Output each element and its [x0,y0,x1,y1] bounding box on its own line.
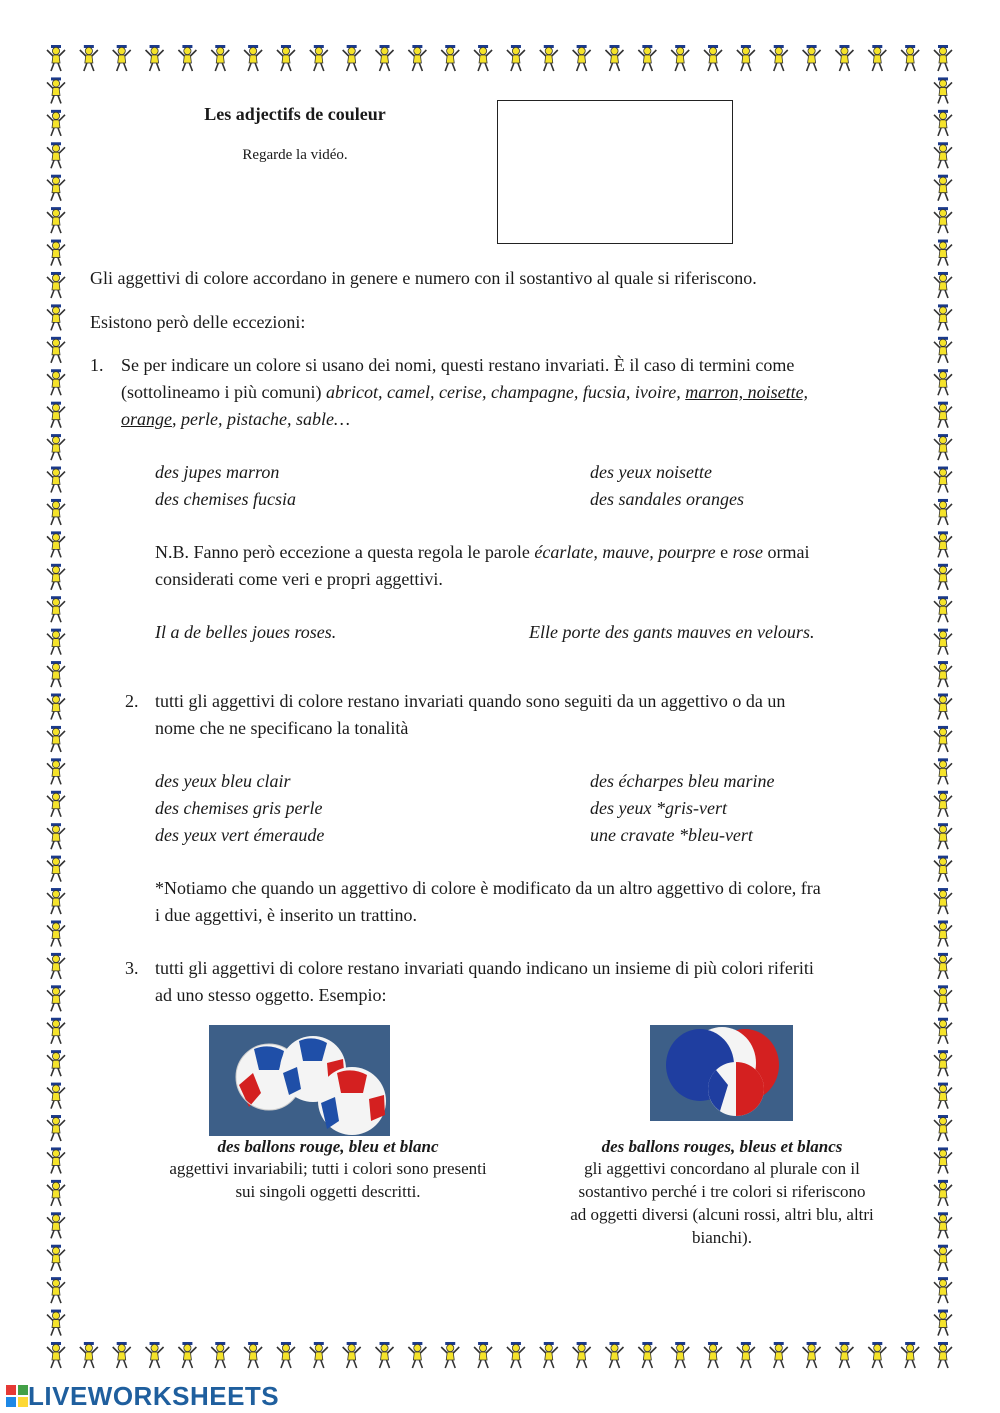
example-item: des chemises fucsia [155,489,296,509]
logo-icon [6,1385,28,1407]
border-figure-icon [507,45,525,71]
border-figure-icon [605,45,623,71]
border-figure-icon [934,564,952,590]
left-caption: des ballons rouge, bleu et blanc aggettivi invariabili; tutti i colori sono presenti sui singoli oggetti descritti. [130,1137,526,1203]
border-figure-icon [47,758,65,784]
nb-example-left: Il a de belles joues roses. [155,622,337,642]
border-figure-icon [47,272,65,298]
rule-1-nb: N.B. Fanno però eccezione a questa regola le parole écarlate, mauve, pourpre e rose ormai considerati come veri e propri aggettivi. [155,542,810,589]
border-figure-icon [934,629,952,655]
border-figure-icon [934,272,952,298]
border-figure-icon [934,1115,952,1141]
border-figure-icon [934,1147,952,1173]
border-figure-icon [770,1342,788,1368]
border-figure-icon [934,1342,952,1368]
border-figure-icon [934,920,952,946]
border-figure-icon [934,434,952,460]
border-figure-icon [47,888,65,914]
border-figure-icon [638,1342,656,1368]
border-figure-icon [47,661,65,687]
border-figure-icon [835,45,853,71]
border-figure-icon [934,1050,952,1076]
logo-text: LIVEWORKSHEETS [28,1380,280,1411]
border-figure-icon [47,564,65,590]
border-figure-icon [146,1342,164,1368]
border-figure-icon [47,1147,65,1173]
rule-1-number: 1. [90,355,104,375]
border-figure-icon [934,791,952,817]
rule-2-text: tutti gli aggettivi di colore restano invariati quando sono seguiti da un aggettivo o da un nome che ne specificano la tonalità [155,691,786,738]
border-figure-icon [770,45,788,71]
rule-1-line-3: orange, perle, pistache, sable… [121,409,350,429]
example-item: des chemises gris perle [155,798,323,818]
border-figure-icon [934,661,952,687]
balloon-icon [708,1062,764,1116]
border-figure-icon [507,1342,525,1368]
border-figure-icon [47,920,65,946]
border-figure-icon [934,1310,952,1336]
border-figure-icon [934,856,952,882]
border-figure-icon [934,45,952,71]
border-figure-icon [47,856,65,882]
border-figure-icon [573,45,591,71]
border-figure-icon [573,1342,591,1368]
border-figure-icon [178,1342,196,1368]
border-figure-icon [244,45,262,71]
border-figure-icon [737,45,755,71]
border-figure-icon [47,953,65,979]
border-figure-icon [47,45,65,71]
border-figure-icon [934,175,952,201]
border-figure-icon [47,726,65,752]
border-figure-icon [80,45,98,71]
rule-2-examples-right [590,768,774,849]
border-figure-icon [47,337,65,363]
border-figure-icon [803,45,821,71]
right-caption-title: des ballons rouges, bleus et blancs [601,1137,843,1156]
page-subtitle: Regarde la vidéo. [242,147,348,163]
border-figure-icon [934,726,952,752]
border-figure-icon [47,240,65,266]
border-figure-icon [47,142,65,168]
border-figure-icon [934,1018,952,1044]
right-caption: des ballons rouges, bleus et blancs gli aggettivi concordano al plurale con il sostantivo perché i tre colori si riferiscono ad oggetti diversi (alcuni rossi, altri blu, altri bianchi). [532,1137,912,1249]
example-item: des yeux *gris-vert [590,798,727,818]
border-figure-icon [474,1342,492,1368]
border-figure-icon [671,1342,689,1368]
border-figure-icon [47,629,65,655]
border-figure-icon [277,1342,295,1368]
border-figure-icon [934,823,952,849]
border-figure-icon [47,823,65,849]
border-figure-icon [868,1342,886,1368]
border-figure-icon [47,110,65,136]
border-figure-icon [47,467,65,493]
border-figure-icon [277,45,295,71]
border-figure-icon [737,1342,755,1368]
rule-1-examples-left [155,459,296,513]
border-figure-icon [47,1277,65,1303]
border-figure-icon [934,499,952,525]
border-figure-icon [540,1342,558,1368]
border-figure-icon [934,142,952,168]
border-figure-icon [146,45,164,71]
border-figure-icon [540,45,558,71]
soccer-ball-icon [318,1067,386,1135]
example-item: des sandales oranges [590,489,744,509]
border-figure-icon [47,304,65,330]
rule-1-line-1: Se per indicare un colore si usano dei nomi, questi restano invariati. È il caso di termini come [121,355,795,375]
rule-2-note: *Notiamo che quando un aggettivo di colore è modificato da un altro aggettivo di colore, fra i due aggettivi, è inserito un trattino. [155,878,821,925]
border-figure-icon [934,531,952,557]
border-figure-icon [47,596,65,622]
border-figure-icon [934,1212,952,1238]
border-figure-icon [47,1212,65,1238]
border-figure-icon [835,1342,853,1368]
border-figure-icon [343,45,361,71]
border-figure-icon [934,1180,952,1206]
page-title: Les adjectifs de couleur [204,104,386,124]
border-figure-icon [934,467,952,493]
border-figure-icon [934,1083,952,1109]
border-figure-icon [47,499,65,525]
border-figure-icon [376,45,394,71]
left-caption-title: des ballons rouge, bleu et blanc [217,1137,439,1156]
border-figure-icon [934,1245,952,1271]
border-figure-icon [934,337,952,363]
rule-3-text: tutti gli aggettivi di colore restano invariati quando indicano un insieme di più colori riferiti ad uno stesso oggetto. Esempio: [155,958,814,1005]
intro-line-2: Esistono però delle eccezioni: [90,312,306,332]
example-item: des écharpes bleu marine [590,771,775,791]
border-figure-icon [47,1245,65,1271]
border-figure-icon [934,304,952,330]
border-figure-icon [934,953,952,979]
border-figure-icon [47,1083,65,1109]
border-figure-icon [934,77,952,103]
border-figure-icon [244,1342,262,1368]
border-figure-icon [934,596,952,622]
border-figure-icon [47,791,65,817]
border-figure-icon [47,369,65,395]
border-figure-icon [47,1115,65,1141]
border-figure-icon [671,45,689,71]
border-figure-icon [704,1342,722,1368]
liveworksheets-logo[interactable] [6,1381,279,1411]
border-figure-icon [474,45,492,71]
border-figure-icon [934,694,952,720]
border-figure-icon [868,45,886,71]
border-figure-icon [178,45,196,71]
border-figure-icon [113,1342,131,1368]
border-figure-icon [934,402,952,428]
border-figure-icon [638,45,656,71]
border-figure-icon [211,45,229,71]
border-figure-icon [47,434,65,460]
example-item: des yeux bleu clair [155,771,291,791]
border-figure-icon [934,110,952,136]
border-figure-icon [934,985,952,1011]
border-figure-icon [934,758,952,784]
border-figure-icon [901,1342,919,1368]
border-figure-icon [47,175,65,201]
rule-2-examples-left [155,768,324,849]
rule-1-line-2: (sottolineamo i più comuni) abricot, camel, cerise, champagne, fucsia, ivoire, marron, noisette, [121,382,809,402]
example-item: des yeux vert émeraude [155,825,325,845]
intro-line-1: Gli aggettivi di colore accordano in genere e numero con il sostantivo al quale si riferiscono. [90,268,757,288]
example-item: une cravate *bleu-vert [590,825,753,845]
border-figure-icon [934,207,952,233]
border-figure-icon [211,1342,229,1368]
border-figure-icon [47,1050,65,1076]
border-figure-icon [704,45,722,71]
border-figure-icon [408,45,426,71]
border-figure-icon [47,1310,65,1336]
border-figure-icon [605,1342,623,1368]
border-figure-icon [47,531,65,557]
rule-1-examples-right [590,459,744,513]
border-figure-icon [47,1018,65,1044]
nb-example-right: Elle porte des gants mauves en velours. [529,622,815,642]
border-figure-icon [47,207,65,233]
border-figure-icon [113,45,131,71]
border-figure-icon [47,1180,65,1206]
border-figure-icon [80,1342,98,1368]
border-figure-icon [47,694,65,720]
border-figure-icon [803,1342,821,1368]
rule-3-number: 3. [125,958,139,978]
video-placeholder[interactable] [497,100,733,244]
border-figure-icon [901,45,919,71]
border-figure-icon [408,1342,426,1368]
balloons-image [650,1025,793,1121]
rule-2-number: 2. [125,691,139,711]
border-figure-icon [47,402,65,428]
border-figure-icon [310,1342,328,1368]
border-figure-icon [441,1342,459,1368]
soccer-balls-image [209,1025,390,1136]
border-figure-icon [376,1342,394,1368]
border-figure-icon [441,45,459,71]
border-figure-icon [934,369,952,395]
border-figure-icon [47,985,65,1011]
border-figure-icon [343,1342,361,1368]
border-figure-icon [47,1342,65,1368]
rule-1-text [121,352,911,433]
example-item: des jupes marron [155,462,280,482]
example-item: des yeux noisette [590,462,712,482]
border-figure-icon [310,45,328,71]
border-figure-icon [934,240,952,266]
border-figure-icon [934,1277,952,1303]
border-figure-icon [934,888,952,914]
border-figure-icon [47,77,65,103]
